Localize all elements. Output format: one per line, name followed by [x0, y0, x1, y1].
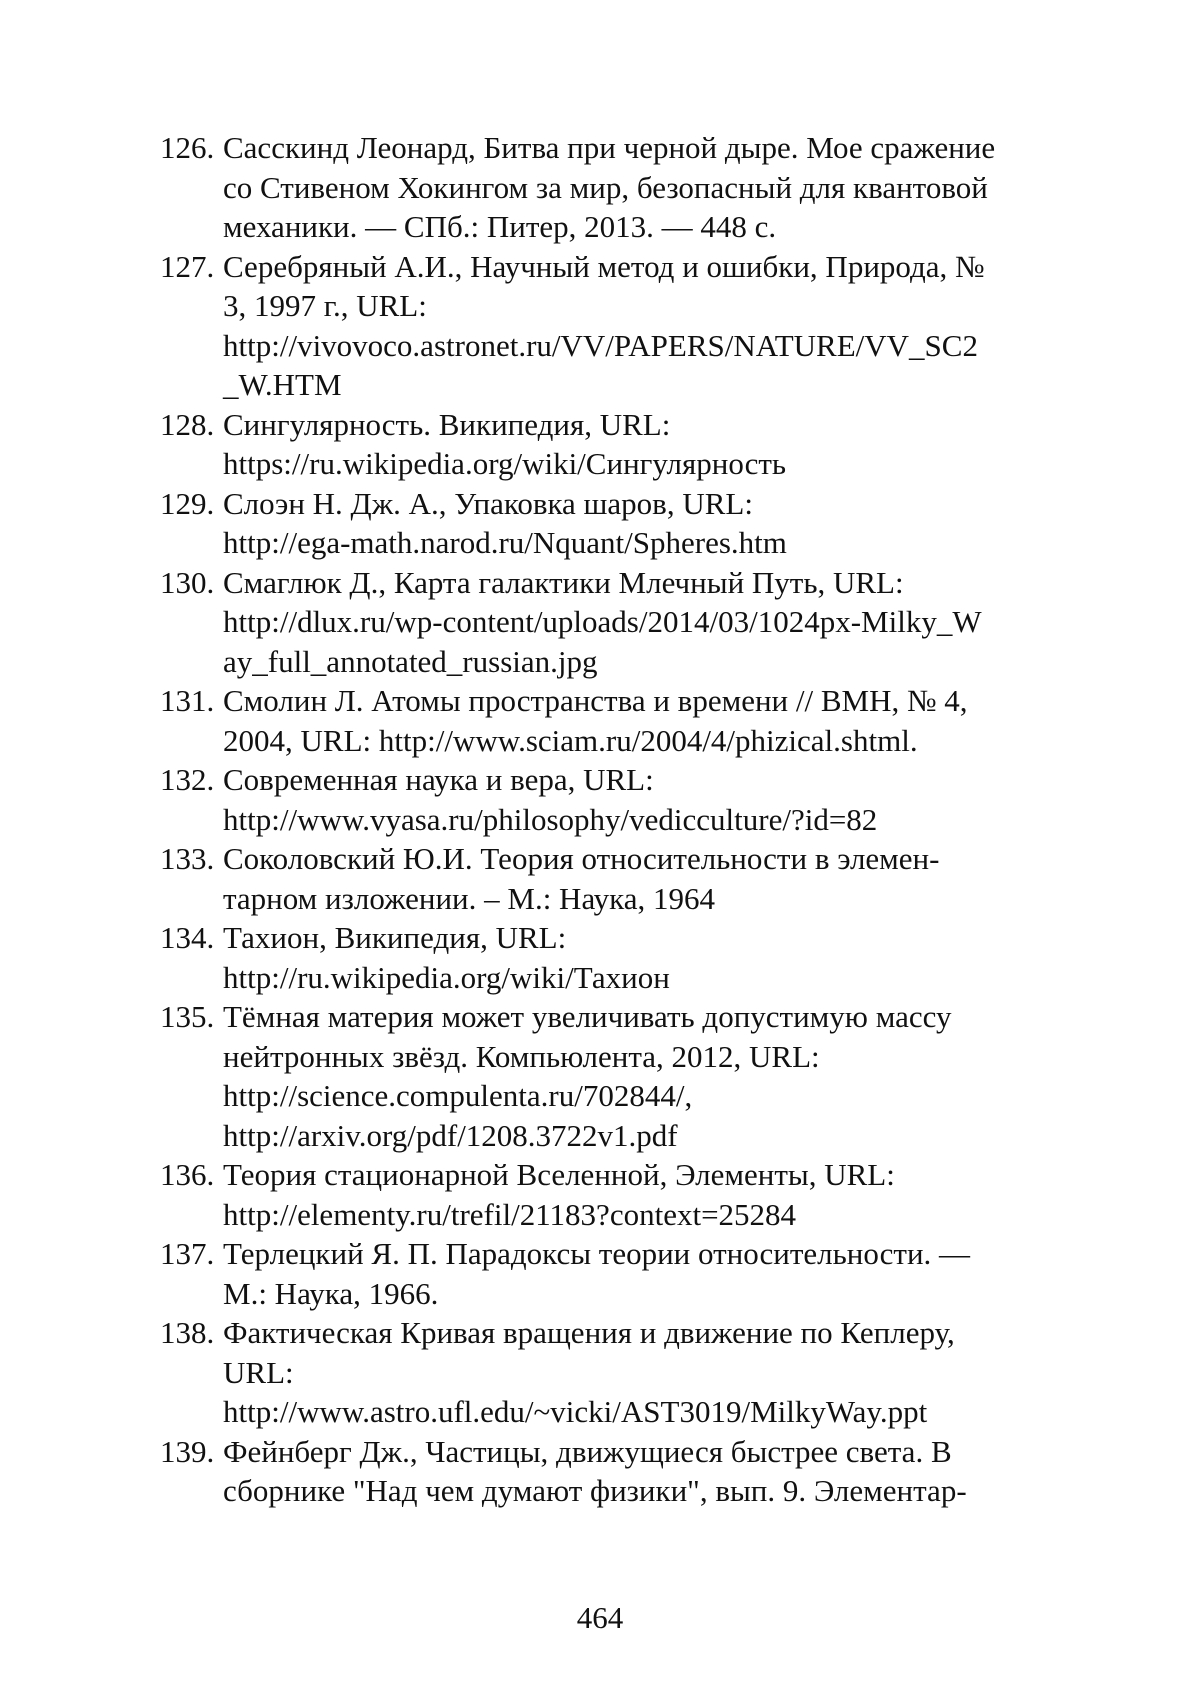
- reference-text-line: http://science.compulenta.ru/702844/,: [223, 1078, 693, 1113]
- reference-item: [160, 405, 1080, 484]
- reference-text-line: Тахион, Википедия, URL:: [223, 920, 567, 955]
- reference-text-line: Теория стационарной Вселенной, Элементы, URL:: [223, 1157, 895, 1192]
- reference-number: 134.: [160, 920, 215, 955]
- reference-text-line: нейтронных звёзд. Компьюлента, 2012, URL:: [223, 1038, 820, 1074]
- reference-text-line: Сасскинд Леонард, Битва при черной дыре. Мое сражение: [223, 130, 996, 165]
- reference-text-line: Современная наука и вера, URL:: [223, 762, 654, 797]
- reference-item: [160, 1313, 1080, 1432]
- reference-number: 137.: [160, 1236, 215, 1271]
- reference-text-line: http://www.vyasa.ru/philosophy/vedicculture/?id=82: [223, 801, 878, 837]
- reference-text-line: ay_full_annotated_russian.jpg: [223, 643, 598, 679]
- reference-text-line: Сингулярность. Википедия, URL:: [223, 406, 671, 442]
- reference-number: 138.: [160, 1315, 215, 1350]
- reference-text-line: Тёмная материя может увеличивать допустимую массу: [223, 999, 952, 1034]
- reference-text-line: https://ru.wikipedia.org/wiki/Сингулярность: [223, 446, 787, 481]
- reference-item: [160, 918, 1080, 997]
- reference-number: 126.: [160, 130, 215, 165]
- reference-item: [160, 484, 1080, 563]
- reference-text-line: Смолин Л. Атомы пространства и времени // ВМН, № 4,: [223, 683, 968, 718]
- reference-text-line: Терлецкий Я. П. Парадоксы теории относительности. —: [223, 1236, 971, 1271]
- reference-number: 129.: [160, 485, 215, 521]
- reference-number: 139.: [160, 1433, 215, 1469]
- reference-text-line: механики. — СПб.: Питер, 2013. — 448 с.: [223, 209, 777, 244]
- reference-text-line: http://ru.wikipedia.org/wiki/Тахион: [223, 959, 670, 995]
- reference-text-line: http://vivovoco.astronet.ru/VV/PAPERS/NATURE/VV_SC2: [223, 327, 978, 363]
- reference-text-line: http://arxiv.org/pdf/1208.3722v1.pdf: [223, 1117, 678, 1153]
- reference-item: [160, 1432, 1080, 1511]
- reference-list: [160, 128, 1080, 1511]
- reference-text-line: http://elementy.ru/trefil/21183?context=25284: [223, 1196, 797, 1232]
- page-number: 464: [576, 1600, 624, 1635]
- reference-text-line: Фактическая Кривая вращения и движение по Кеплеру,: [223, 1315, 955, 1350]
- reference-text-line: сборнике "Над чем думают физики", вып. 9. Элементар-: [223, 1473, 967, 1508]
- reference-item: [160, 563, 1080, 682]
- reference-text-line: тарном изложении. – М.: Наука, 1964: [223, 880, 715, 916]
- reference-item: [160, 247, 1080, 405]
- reference-number: 136.: [160, 1157, 215, 1192]
- reference-number: 128.: [160, 406, 215, 442]
- reference-number: 135.: [160, 999, 215, 1034]
- reference-item: [160, 997, 1080, 1155]
- reference-text-line: http://ega-math.narod.ru/Nquant/Spheres.htm: [223, 525, 787, 560]
- reference-number: 131.: [160, 683, 215, 718]
- reference-text-line: Соколовский Ю.И. Теория относительности в элемен-: [223, 841, 940, 876]
- reference-text-line: Слоэн Н. Дж. А., Упаковка шаров, URL:: [223, 485, 753, 521]
- reference-number: 130.: [160, 564, 215, 600]
- reference-text-line: URL:: [223, 1354, 294, 1390]
- reference-text-line: 2004, URL: http://www.sciam.ru/2004/4/phizical.shtml.: [223, 722, 918, 758]
- reference-item: [160, 681, 1080, 760]
- reference-text-line: со Стивеном Хокингом за мир, безопасный для квантовой: [223, 169, 988, 205]
- reference-item: [160, 1155, 1080, 1234]
- reference-text-line: М.: Наука, 1966.: [223, 1275, 439, 1311]
- reference-item: [160, 760, 1080, 839]
- reference-item: [160, 839, 1080, 918]
- reference-number: 132.: [160, 762, 215, 797]
- reference-number: 133.: [160, 841, 215, 876]
- reference-text-line: Серебряный А.И., Научный метод и ошибки, Природа, №: [223, 248, 985, 284]
- reference-text-line: http://dlux.ru/wp-content/uploads/2014/03/1024px-Milky_W: [223, 604, 982, 639]
- reference-text-line: http://www.astro.ufl.edu/~vicki/AST3019/MilkyWay.ppt: [223, 1394, 928, 1429]
- reference-text-line: Смаглюк Д., Карта галактики Млечный Путь, URL:: [223, 564, 904, 600]
- reference-text-line: 3, 1997 г., URL:: [223, 288, 427, 323]
- reference-number: 127.: [160, 248, 215, 284]
- reference-item: [160, 1234, 1080, 1313]
- reference-item: [160, 128, 1080, 247]
- reference-text-line: _W.HTM: [223, 367, 342, 402]
- reference-text-line: Фейнберг Дж., Частицы, движущиеся быстрее света. В: [223, 1433, 952, 1469]
